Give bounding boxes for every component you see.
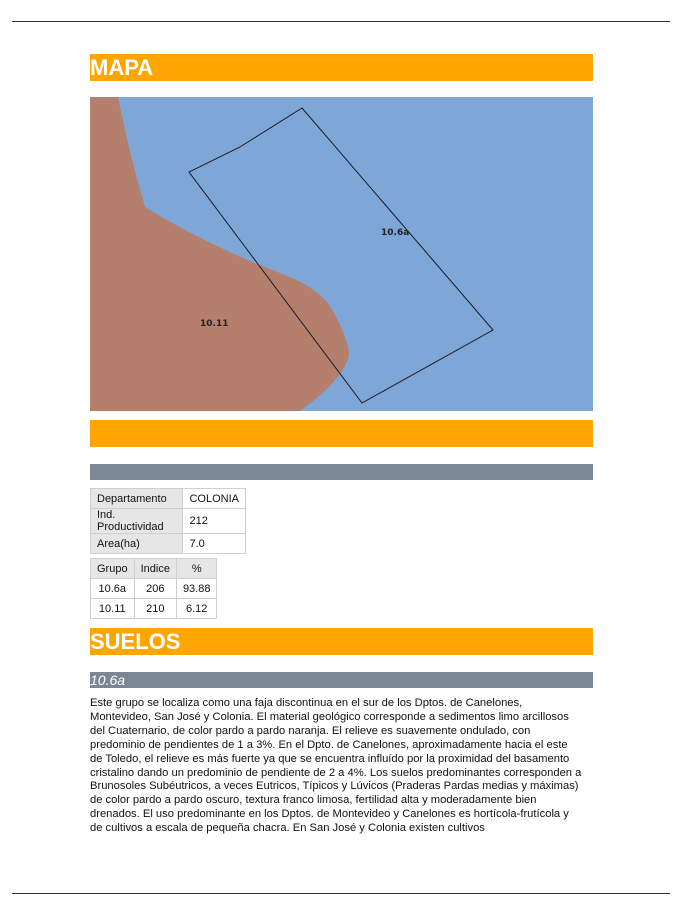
- section-title-suelos: SUELOS: [90, 628, 593, 655]
- text-line: del Cuaternario, de color pardo a pardo naranja. El relieve es suavemente ondulado, con: [90, 724, 531, 737]
- table-row: [91, 489, 246, 509]
- table-header-row: [91, 559, 217, 579]
- table-cell: 210: [134, 599, 176, 619]
- column-header: Grupo: [91, 559, 135, 579]
- info-value: COLONIA: [183, 489, 246, 509]
- map-label-10-11: 10.11: [200, 319, 229, 329]
- orange-divider: [90, 420, 593, 447]
- parcel-info-table: [90, 488, 246, 554]
- table-cell: 93.88: [176, 579, 217, 599]
- table-row: [91, 509, 246, 534]
- text-line: Este grupo se localiza como una faja discontinua en el sur de los Dptos. de Canelones,: [90, 697, 523, 709]
- column-header: %: [176, 559, 217, 579]
- table-cell: 10.6a: [91, 579, 135, 599]
- info-value: 212: [183, 509, 246, 534]
- text-line: de color pardo a pardo oscuro, textura franco limosa, fertilidad alta y moderadamente bien: [90, 794, 537, 807]
- table-row: [91, 534, 246, 554]
- text-line: de Toledo, el relieve es más fuerte ya que se encuentra influído por la proximidad del basamento: [90, 752, 570, 765]
- soil-map[interactable]: [90, 97, 593, 411]
- info-key: Ind. Productividad: [91, 509, 183, 534]
- map-label-10-6a: 10.6a: [381, 228, 410, 238]
- soil-groups-table: [90, 558, 217, 619]
- text-line: drenados. El uso predominante en los Dptos. de Montevideo y Canelones es hortícola-frutícola y: [90, 808, 569, 821]
- table-cell: 6.12: [176, 599, 217, 619]
- table-cell: 206: [134, 579, 176, 599]
- table-row: [91, 579, 217, 599]
- soil-map-svg: [90, 97, 593, 411]
- footer-rule: [12, 893, 670, 894]
- info-value: 7.0: [183, 534, 246, 554]
- soil-description: [90, 697, 595, 836]
- column-header: Indice: [134, 559, 176, 579]
- table-cell: 10.11: [91, 599, 135, 619]
- table-row: [91, 599, 217, 619]
- text-line: Brunosoles Subéutricos, a veces Eutricos, Típicos y Lúvicos (Praderas Pardas medias y máximas): [90, 780, 579, 793]
- section-title-mapa: MAPA: [90, 54, 593, 81]
- info-key: Area(ha): [91, 534, 183, 554]
- text-line: Montevideo, San José y Colonia. El material geológico corresponde a sedimentos limo arcillosos: [90, 710, 569, 723]
- text-line: de cultivos a escala de pequeña chacra. En San José y Colonia existen cultivos: [90, 822, 485, 835]
- info-key: Departamento: [91, 489, 183, 509]
- text-line: predominio de pendientes de 1 a 3%. En el Dpto. de Canelones, aproximadamente hacia el este: [90, 738, 568, 751]
- subsection-title: 10.6a: [90, 672, 593, 688]
- grey-divider: [90, 464, 593, 480]
- header-rule: [12, 21, 670, 22]
- text-line: cristalino dando un predominio de pendiente de 2 a 4%. Los suelos predominantes corresponden a: [90, 766, 582, 779]
